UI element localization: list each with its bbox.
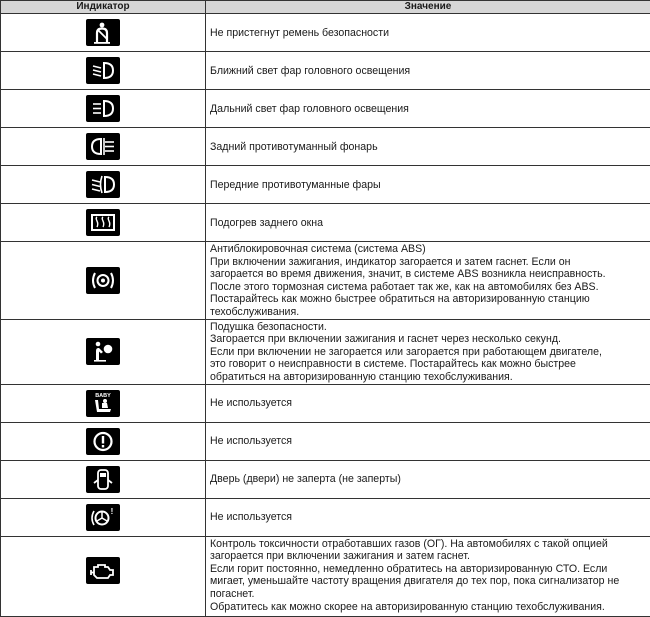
table-row [1, 204, 650, 242]
indicator-cell [1, 166, 206, 204]
meaning-cell [206, 90, 650, 128]
table-row [1, 384, 650, 422]
meaning-text: Не пристегнут ремень безопасности [210, 27, 645, 40]
table-row [1, 52, 650, 90]
table-header-row [1, 1, 650, 14]
meaning-text: Дальний свет фар головного освещения [210, 103, 645, 116]
meaning-text: Ближний свет фар головного освещения [210, 65, 645, 78]
indicator-cell [1, 242, 206, 320]
table-row [1, 422, 650, 460]
table-row [1, 90, 650, 128]
indicator-cell [1, 90, 206, 128]
door-open-icon [86, 466, 120, 493]
meaning-text: Обратитесь как можно скорее на авторизированную станцию техобслуживания. [210, 601, 645, 614]
indicator-cell [1, 128, 206, 166]
meaning-cell [206, 128, 650, 166]
meaning-cell [206, 422, 650, 460]
indicator-cell [1, 498, 206, 536]
meaning-cell [206, 319, 650, 384]
rear-fog-light-icon [86, 133, 120, 160]
meaning-text: обратиться на авторизированную станцию техобслуживания. [210, 371, 645, 384]
meaning-cell [206, 498, 650, 536]
indicator-cell [1, 204, 206, 242]
check-engine-icon [86, 557, 120, 584]
meaning-text: погаснет. [210, 588, 645, 601]
meaning-text: Задний противотуманный фонарь [210, 141, 645, 154]
table-row [1, 128, 650, 166]
meaning-text: Загорается при включении зажигания и гаснет через несколько секунд. [210, 333, 645, 346]
meaning-cell [206, 384, 650, 422]
meaning-text: техобслуживания. [210, 306, 645, 319]
meaning-cell [206, 460, 650, 498]
meaning-text: Если при включении не загорается или загорается при работающем двигателе, [210, 346, 645, 359]
table-row [1, 166, 650, 204]
seatbelt-warning-icon [86, 19, 120, 46]
front-fog-light-icon [86, 171, 120, 198]
table-row [1, 319, 650, 384]
table-row [1, 536, 650, 616]
meaning-text: загорается при включении зажигания и затем гаснет. [210, 550, 645, 563]
meaning-text: это говорит о неисправности в системе. Постарайтесь как можно быстрее [210, 358, 645, 371]
meaning-text: Контроль токсичности отработавших газов (ОГ). На автомобилях с такой опцией [210, 538, 645, 551]
meaning-text: мигает, уменьшайте частоту вращения двигателя до тех пор, пока сигнализатор не [210, 575, 645, 588]
abs-warning-icon [86, 267, 120, 294]
indicator-cell [1, 14, 206, 52]
meaning-column-header: Значение [206, 1, 650, 14]
meaning-text: Антиблокировочная система (система ABS) [210, 243, 645, 256]
indicator-cell [1, 52, 206, 90]
meaning-text: Не используется [210, 397, 645, 410]
meaning-cell [206, 204, 650, 242]
indicator-cell [1, 319, 206, 384]
meaning-text: Подушка безопасности. [210, 321, 645, 334]
meaning-text: Не используется [210, 435, 645, 448]
meaning-text: Передние противотуманные фары [210, 179, 645, 192]
indicator-cell [1, 422, 206, 460]
table-row [1, 498, 650, 536]
baby-label: BABY [95, 393, 111, 399]
high-beam-icon [86, 95, 120, 122]
table-row [1, 14, 650, 52]
table-row [1, 242, 650, 320]
indicator-cell [1, 384, 206, 422]
meaning-text: Подогрев заднего окна [210, 217, 645, 230]
meaning-text: При включении зажигания, индикатор загорается и затем гаснет. Если он [210, 256, 645, 269]
baby-seat-icon [86, 390, 120, 417]
meaning-cell [206, 52, 650, 90]
exclamation-circle-icon [86, 428, 120, 455]
indicator-column-header: Индикатор [1, 1, 206, 14]
table-row [1, 460, 650, 498]
meaning-text: загорается во время движения, значит, в системе ABS возникла неисправность. [210, 268, 645, 281]
meaning-text: Постарайтесь как можно быстрее обратиться на авторизированную станцию [210, 293, 645, 306]
meaning-cell [206, 14, 650, 52]
meaning-text: Дверь (двери) не заперта (не заперты) [210, 473, 645, 486]
svg-text:!: ! [111, 507, 114, 516]
meaning-cell [206, 242, 650, 320]
meaning-text: Не используется [210, 511, 645, 524]
steering-warning-icon [86, 504, 120, 531]
indicator-cell [1, 536, 206, 616]
meaning-cell [206, 536, 650, 616]
meaning-text: После этого тормозная система работает так же, как на автомобилях без ABS. [210, 281, 645, 294]
meaning-text: Если горит постоянно, немедленно обратитесь на авторизированную СТО. Если [210, 563, 645, 576]
airbag-warning-icon [86, 338, 120, 365]
rear-window-heater-icon [86, 209, 120, 236]
meaning-cell [206, 166, 650, 204]
low-beam-icon [86, 57, 120, 84]
indicator-cell [1, 460, 206, 498]
